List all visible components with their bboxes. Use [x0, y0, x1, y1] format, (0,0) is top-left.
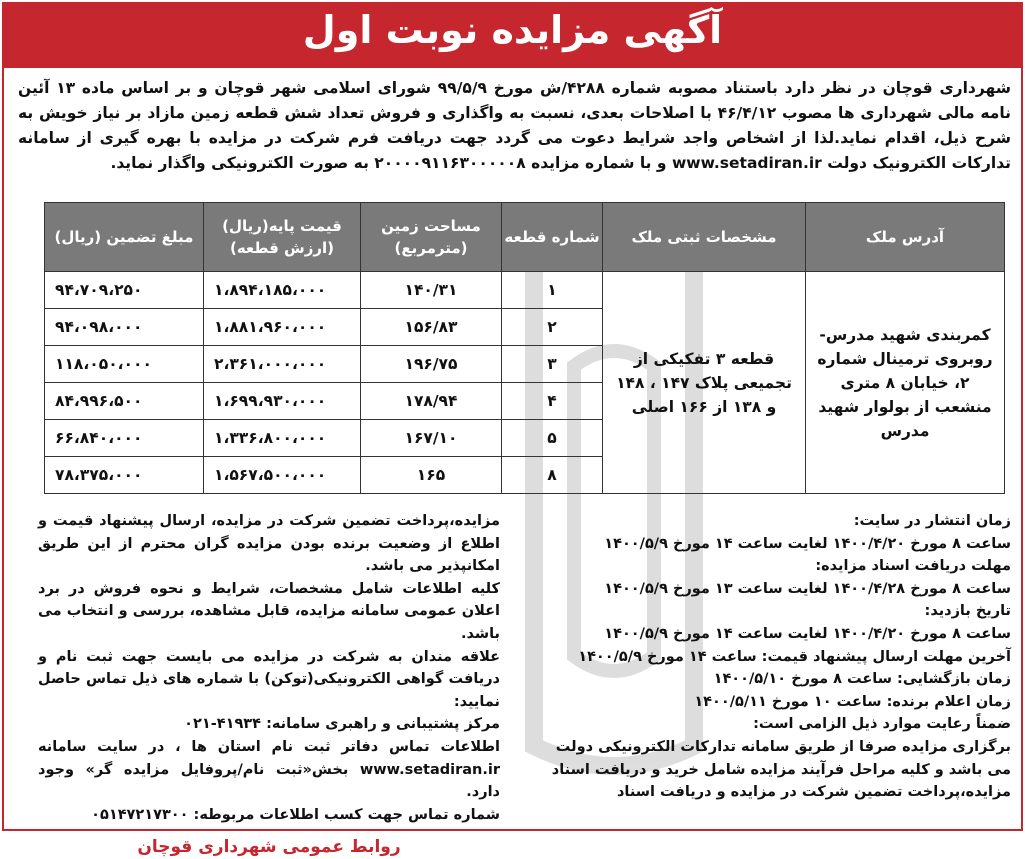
- notice-title: آگهی مزایده نوبت اول: [302, 8, 723, 52]
- deposit-amount: ۹۴،۷۰۹،۲۵۰: [45, 272, 204, 309]
- notice-header: [4, 4, 1021, 68]
- notice-frame: [2, 2, 1023, 858]
- base-price: ۱،۸۹۴،۱۸۵،۰۰۰: [204, 272, 361, 309]
- details-paragraph: مزایده،پرداخت تضمین شرکت در مزایده، ارسال پیشنهاد قیمت و اطلاع از وضعیت برنده بودن مزایده گران محترم از این طریق امکانپذیر می باشد.: [38, 513, 500, 575]
- publish-period: ساعت ۸ مورخ ۱۴۰۰/۴/۲۰ لغایت ساعت ۱۴ مورخ ۱۴۰۰/۵/۹: [604, 535, 1011, 552]
- winner-announcement: زمان اعلام برنده: ساعت ۱۰ مورخ ۱۴۰۰/۵/۱۱: [694, 693, 1011, 710]
- visit-period: ساعت ۸ مورخ ۱۴۰۰/۴/۲۰ لغایت ساعت ۱۴ مورخ ۱۴۰۰/۵/۹: [604, 625, 1011, 642]
- property-registry: قطعه ۳ تفکیکی از تجمیعی پلاک ۱۴۷ ، ۱۴۸ و ۱۳۸ از ۱۶۶ اصلی: [603, 272, 806, 494]
- visit-label: تاریخ بازدید:: [924, 603, 1011, 620]
- land-area: ۱۴۰/۳۱: [361, 272, 502, 309]
- support-center: مرکز پشتیبانی و راهبری سامانه: ۴۱۹۳۴-۰۲۱: [184, 716, 500, 733]
- table-header-row: [45, 203, 1005, 272]
- contact-number: شماره تماس جهت کسب اطلاعات مربوطه: ۰۵۱۴۷۲۱۷۳۰۰: [91, 806, 500, 823]
- deposit-amount: ۹۴،۰۹۸،۰۰۰: [45, 309, 204, 346]
- lot-number: ۸: [502, 457, 603, 494]
- header-registry: مشخصات ثبتی ملک: [603, 203, 806, 272]
- deposit-amount: ۸۴،۹۹۶،۵۰۰: [45, 383, 204, 420]
- intro-paragraph: شهرداری قوچان در نظر دارد باستناد مصوبه شماره ۴۲۸۸/ش مورخ ۹۹/۵/۹ شورای اسلامی شهر قوچان و بر اساس ماده ۱۳ آئین نامه مالی شهرداری ها مصوب ۴۶/۴/۱۲ با اصلاحات بعدی، نسبت به واگذاری و فروش تعداد شش قطعه زمین مازاد بر نیاز خویش به شرح ذیل، اقدام نماید.لذا از اشخاص واجد شرایط دعوت می گردد جهت دریافت فرم شرکت در مزایده با بهره گیری از سامانه تدارکات الکترونیک دولت www.setadiran.ir و با شماره مزایده ۲۰۰۰۰۹۱۱۶۳۰۰۰۰۰۸ به صورت الکترونیکی واگذار نماید.: [18, 79, 1012, 172]
- lot-number: ۴: [502, 383, 603, 420]
- lot-number: ۵: [502, 420, 603, 457]
- base-price: ۲،۳۶۱،۰۰۰،۰۰۰: [204, 346, 361, 383]
- land-area: ۱۵۶/۸۳: [361, 309, 502, 346]
- deposit-amount: ۱۱۸،۰۵۰،۰۰۰: [45, 346, 204, 383]
- base-price: ۱،۵۶۷،۵۰۰،۰۰۰: [204, 457, 361, 494]
- land-area: ۱۹۶/۷۵: [361, 346, 502, 383]
- documents-period: ساعت ۸ مورخ ۱۴۰۰/۴/۲۸ لغایت ساعت ۱۳ مورخ ۱۴۰۰/۵/۹: [604, 580, 1011, 597]
- lot-number: ۲: [502, 309, 603, 346]
- deposit-amount: ۶۶،۸۴۰،۰۰۰: [45, 420, 204, 457]
- requirements-text: برگزاری مزایده صرفا از طریق سامانه تدارکات الکترونیکی دولت می باشد و کلیه مراحل فرآیند مزایده شامل خرید و دریافت اسناد مزایده،پرداخت تضمین شرکت در مزایده و دریافت اسناد: [551, 738, 1011, 801]
- header-base-price: قیمت پایه(ریال) (ارزش قطعه): [204, 203, 361, 272]
- base-price: ۱،۳۳۶،۸۰۰،۰۰۰: [204, 420, 361, 457]
- base-price: ۱،۸۸۱،۹۶۰،۰۰۰: [204, 309, 361, 346]
- documents-label: مهلت دریافت اسناد مزایده:: [815, 558, 1011, 575]
- details-paragraph: کلیه اطلاعات شامل مشخصات، شرایط و نحوه فروش در برد اعلان عمومی سامانه مزایده، قابل مشاهده، بررسی و انتخاب می باشد.: [38, 580, 500, 642]
- registration-offices: اطلاعات تماس دفاتر ثبت نام استان ها ، در سایت سامانه www.setadiran.ir بخش«ثبت نام/پروفایل مزایده گر» وجود دارد.: [38, 738, 500, 801]
- base-price: ۱،۶۹۹،۹۳۰،۰۰۰: [204, 383, 361, 420]
- requirements-label: ضمناً رعایت موارد ذیل الزامی است:: [753, 716, 1011, 733]
- header-lot-number: شماره قطعه: [502, 203, 603, 272]
- signature: روابط عمومی شهرداری قوچان: [137, 837, 401, 858]
- auction-table: [44, 202, 1005, 494]
- details-paragraph: علاقه مندان به شرکت در مزایده می بایست جهت ثبت نام و دریافت گواهی الکترونیکی(توکن) با شماره های ذیل تماس حاصل نمایید:: [38, 648, 500, 710]
- details-column: [38, 510, 500, 859]
- property-address: کمربندی شهید مدرس- روبروی ترمینال شماره ۲، خیابان ۸ متری منشعب از بولوار شهید مدرس: [806, 272, 1005, 494]
- lot-number: ۱: [502, 272, 603, 309]
- schedule-column: [529, 510, 1011, 804]
- bid-deadline: آخرین مهلت ارسال پیشنهاد قیمت: ساعت ۱۴ مورخ ۱۴۰۰/۵/۹: [578, 648, 1011, 665]
- deposit-amount: ۷۸،۳۷۵،۰۰۰: [45, 457, 204, 494]
- lot-number: ۳: [502, 346, 603, 383]
- publish-label: زمان انتشار در سایت:: [853, 513, 1011, 529]
- land-area: ۱۶۵: [361, 457, 502, 494]
- table-row: [45, 272, 1005, 309]
- land-area: ۱۷۸/۹۴: [361, 383, 502, 420]
- land-area: ۱۶۷/۱۰: [361, 420, 502, 457]
- header-address: آدرس ملک: [806, 203, 1005, 272]
- opening-time: زمان بازگشایی: ساعت ۸ مورخ ۱۴۰۰/۵/۱۰: [713, 671, 1011, 688]
- header-deposit: مبلغ تضمین (ریال): [45, 203, 204, 272]
- header-area: مساحت زمین (مترمربع): [361, 203, 502, 272]
